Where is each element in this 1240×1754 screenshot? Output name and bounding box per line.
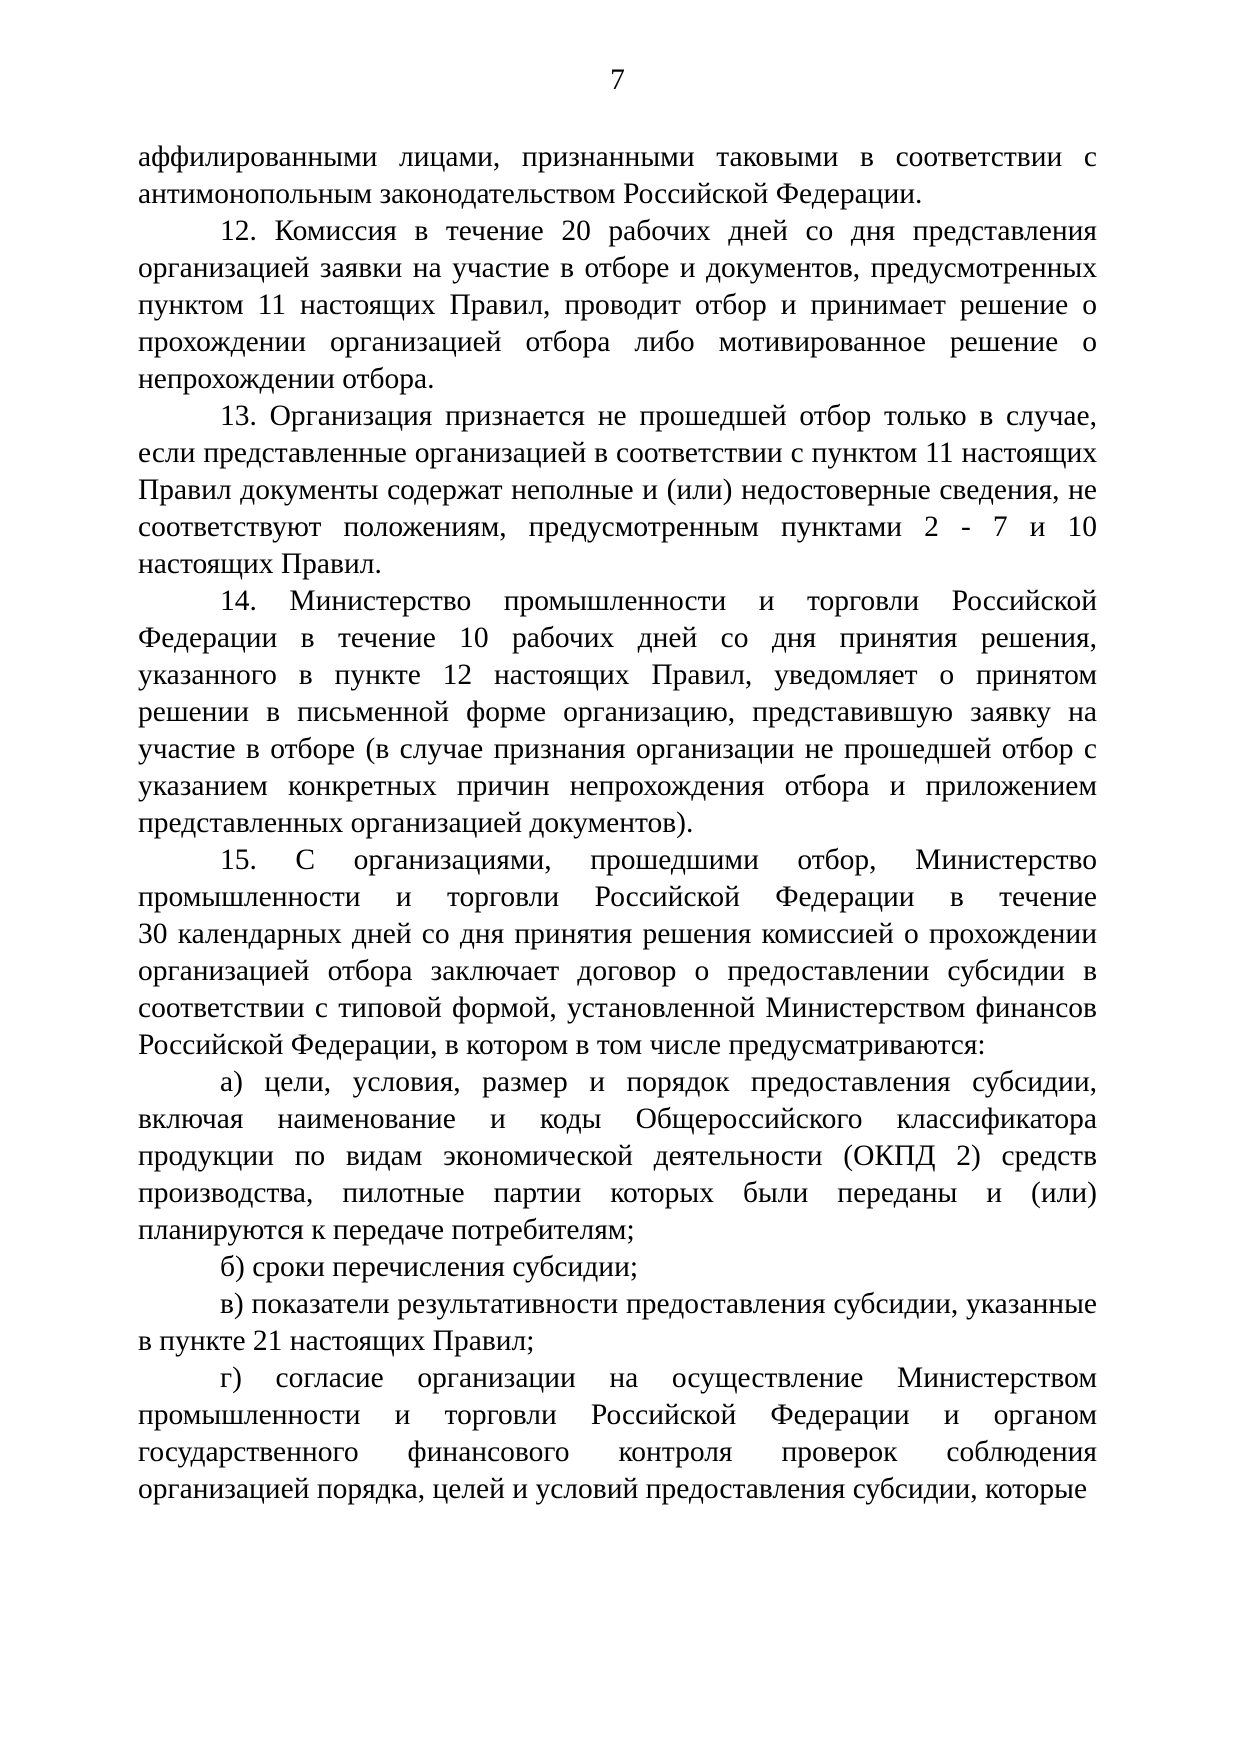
paragraph-subitem-b: б) сроки перечисления субсидии; bbox=[220, 1251, 639, 1283]
paragraph-subitem-g: г) согласие организации на осуществление Министерством промышленности и торговли Российской Федерации и органом государственного финансового контроля проверок соблюдения организацией порядка, целей и условий предоставления субсидии, которые bbox=[138, 1362, 1097, 1505]
paragraph-item-14: 14. Министерство промышленности и торговли Российской Федерации в течение 10 рабочих дней со дня принятия решения, указанного в пункте 12 настоящих Правил, уведомляет о принятом решении в письменной форме организацию, представившую заявку на участие в отборе (в случае признания организации не прошедшей отбор с указанием конкретных причин непрохождения отбора и приложением представленных организацией документов). bbox=[138, 585, 1097, 839]
page-number: 7 bbox=[610, 64, 625, 96]
paragraph-subitem-a: а) цели, условия, размер и порядок предоставления субсидии, включая наименование и коды Общероссийского классификатора продукции по видам экономической деятельности (ОКПД 2) средств производства, пилотные партии которых были переданы и (или) планируются к передаче потребителям; bbox=[138, 1066, 1097, 1246]
paragraph-item-12: 12. Комиссия в течение 20 рабочих дней со дня представления организацией заявки на участие в отборе и документов, предусмотренных пунктом 11 настоящих Правил, проводит отбор и принимает решение о прохождении организацией отбора либо мотивированное решение о непрохождении отбора. bbox=[138, 215, 1097, 395]
paragraph-item-13: 13. Организация признается не прошедшей отбор только в случае, если представленные организацией в соответствии с пунктом 11 настоящих Правил документы содержат неполные и (или) недостоверные сведения, не соответствуют положениям, предусмотренным пунктами 2 - 7 и 10 настоящих Правил. bbox=[138, 400, 1097, 580]
paragraph-subitem-v: в) показатели результативности предоставления субсидии, указанные в пункте 21 настоящих Правил; bbox=[138, 1288, 1097, 1357]
paragraph-item-15: 15. С организациями, прошедшими отбор, Министерство промышленности и торговли Российской Федерации в течение 30 календарных дней со дня принятия решения комиссией о прохождении организацией отбора заключает договор о предоставлении субсидии в соответствии с типовой формой, установленной Министерством финансов Российской Федерации, в котором в том числе предусматриваются: bbox=[138, 844, 1097, 1061]
paragraph-continuation: аффилированными лицами, признанными таковыми в соответствии с антимонопольным законодательством Российской Федерации. bbox=[138, 141, 1097, 210]
